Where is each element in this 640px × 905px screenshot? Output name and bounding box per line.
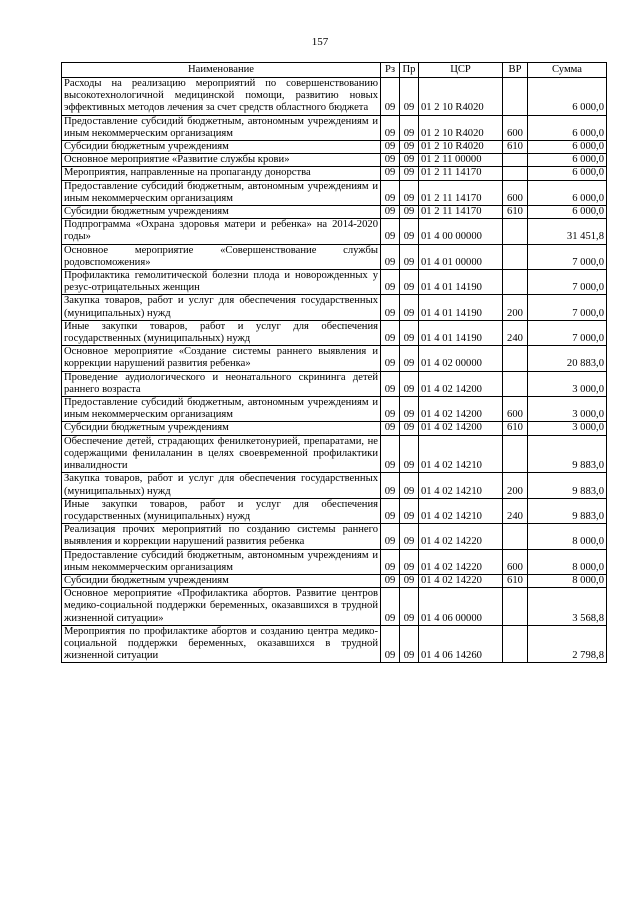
cell-name: Подпрограмма «Охрана здоровья матери и ребенка» на 2014-2020 годы»	[62, 219, 381, 244]
cell-csr: 01 4 01 00000	[419, 244, 503, 269]
cell-csr: 01 4 00 00000	[419, 219, 503, 244]
header-name: Наименование	[62, 63, 381, 78]
cell-vr: 610	[503, 574, 528, 587]
cell-pr: 09	[400, 115, 419, 140]
cell-vr	[503, 219, 528, 244]
cell-csr: 01 4 02 14220	[419, 524, 503, 549]
cell-sum: 6 000,0	[528, 180, 607, 205]
cell-rz: 09	[381, 141, 400, 154]
cell-sum: 9 883,0	[528, 435, 607, 473]
cell-csr: 01 2 10 R4020	[419, 115, 503, 140]
cell-csr: 01 4 06 00000	[419, 588, 503, 626]
cell-rz: 09	[381, 625, 400, 663]
cell-vr	[503, 270, 528, 295]
cell-rz: 09	[381, 219, 400, 244]
cell-pr: 09	[400, 167, 419, 180]
table-body	[62, 78, 607, 663]
cell-vr: 610	[503, 422, 528, 435]
table-row	[62, 115, 607, 140]
cell-name: Субсидии бюджетным учреждениям	[62, 141, 381, 154]
cell-pr: 09	[400, 625, 419, 663]
cell-pr: 09	[400, 346, 419, 371]
cell-csr: 01 4 06 14260	[419, 625, 503, 663]
cell-rz: 09	[381, 473, 400, 498]
cell-name: Обеспечение детей, страдающих фенилкетонурией, препаратами, не содержащими фенилаланин в целях своевременной профилактики инвалидности	[62, 435, 381, 473]
cell-csr: 01 2 10 R4020	[419, 141, 503, 154]
cell-rz: 09	[381, 167, 400, 180]
cell-pr: 09	[400, 270, 419, 295]
cell-vr	[503, 244, 528, 269]
cell-csr: 01 4 02 14220	[419, 574, 503, 587]
cell-vr	[503, 167, 528, 180]
cell-pr: 09	[400, 371, 419, 396]
cell-rz: 09	[381, 549, 400, 574]
cell-csr: 01 4 02 14220	[419, 549, 503, 574]
cell-vr	[503, 371, 528, 396]
table-row	[62, 167, 607, 180]
cell-vr: 200	[503, 295, 528, 320]
cell-vr: 600	[503, 397, 528, 422]
budget-table	[61, 62, 607, 663]
cell-name: Закупка товаров, работ и услуг для обеспечения государственных (муниципальных) нужд	[62, 473, 381, 498]
cell-vr: 610	[503, 206, 528, 219]
cell-rz: 09	[381, 574, 400, 587]
cell-rz: 09	[381, 115, 400, 140]
cell-name: Проведение аудиологического и неонатального скрининга детей раннего возраста	[62, 371, 381, 396]
cell-sum: 6 000,0	[528, 167, 607, 180]
cell-csr: 01 4 02 14210	[419, 435, 503, 473]
cell-pr: 09	[400, 397, 419, 422]
cell-sum: 8 000,0	[528, 549, 607, 574]
cell-vr: 600	[503, 180, 528, 205]
cell-rz: 09	[381, 270, 400, 295]
cell-pr: 09	[400, 206, 419, 219]
table-row	[62, 295, 607, 320]
cell-sum: 3 000,0	[528, 397, 607, 422]
cell-sum: 3 000,0	[528, 371, 607, 396]
cell-name: Предоставление субсидий бюджетным, автономным учреждениям и иным некоммерческим организациям	[62, 180, 381, 205]
cell-name: Предоставление субсидий бюджетным, автономным учреждениям и иным некоммерческим организациям	[62, 549, 381, 574]
cell-pr: 09	[400, 154, 419, 167]
cell-vr	[503, 524, 528, 549]
cell-pr: 09	[400, 295, 419, 320]
cell-csr: 01 2 11 14170	[419, 206, 503, 219]
cell-pr: 09	[400, 549, 419, 574]
cell-sum: 7 000,0	[528, 320, 607, 345]
cell-rz: 09	[381, 397, 400, 422]
cell-rz: 09	[381, 346, 400, 371]
cell-csr: 01 2 10 R4020	[419, 78, 503, 116]
cell-sum: 9 883,0	[528, 473, 607, 498]
cell-csr: 01 4 02 14200	[419, 397, 503, 422]
cell-sum: 6 000,0	[528, 141, 607, 154]
cell-name: Субсидии бюджетным учреждениям	[62, 206, 381, 219]
cell-csr: 01 2 11 14170	[419, 167, 503, 180]
cell-rz: 09	[381, 206, 400, 219]
table-row	[62, 422, 607, 435]
cell-vr: 240	[503, 320, 528, 345]
table-row	[62, 346, 607, 371]
cell-rz: 09	[381, 320, 400, 345]
cell-vr	[503, 435, 528, 473]
table-row	[62, 397, 607, 422]
page-number: 157	[311, 36, 329, 48]
cell-name: Предоставление субсидий бюджетным, автономным учреждениям и иным некоммерческим организациям	[62, 397, 381, 422]
cell-sum: 6 000,0	[528, 115, 607, 140]
table-row	[62, 524, 607, 549]
cell-rz: 09	[381, 154, 400, 167]
cell-name: Реализация прочих мероприятий по созданию системы раннего выявления и коррекции нарушений развития ребенка	[62, 524, 381, 549]
cell-vr	[503, 78, 528, 116]
cell-name: Иные закупки товаров, работ и услуг для обеспечения государственных (муниципальных) нужд	[62, 320, 381, 345]
table-row	[62, 549, 607, 574]
cell-sum: 20 883,0	[528, 346, 607, 371]
cell-name: Субсидии бюджетным учреждениям	[62, 422, 381, 435]
cell-name: Основное мероприятие «Совершенствование службы родовспоможения»	[62, 244, 381, 269]
cell-pr: 09	[400, 498, 419, 523]
cell-csr: 01 4 01 14190	[419, 295, 503, 320]
cell-sum: 8 000,0	[528, 574, 607, 587]
cell-vr	[503, 588, 528, 626]
table-row	[62, 473, 607, 498]
cell-pr: 09	[400, 180, 419, 205]
cell-pr: 09	[400, 588, 419, 626]
table-row	[62, 320, 607, 345]
cell-pr: 09	[400, 422, 419, 435]
cell-csr: 01 4 02 14200	[419, 371, 503, 396]
cell-sum: 7 000,0	[528, 244, 607, 269]
cell-rz: 09	[381, 524, 400, 549]
cell-csr: 01 4 02 14200	[419, 422, 503, 435]
cell-sum: 6 000,0	[528, 78, 607, 116]
table-row	[62, 498, 607, 523]
cell-rz: 09	[381, 371, 400, 396]
cell-rz: 09	[381, 244, 400, 269]
cell-csr: 01 4 02 00000	[419, 346, 503, 371]
cell-vr	[503, 346, 528, 371]
cell-name: Основное мероприятие «Развитие службы крови»	[62, 154, 381, 167]
table-row	[62, 435, 607, 473]
cell-name: Мероприятия, направленные на пропаганду донорства	[62, 167, 381, 180]
cell-pr: 09	[400, 524, 419, 549]
cell-rz: 09	[381, 422, 400, 435]
header-vr: ВР	[503, 63, 528, 78]
cell-name: Основное мероприятие «Профилактика абортов. Развитие центров медико-социальной поддержки беременных, оказавшихся в трудной жизненной ситуации»	[62, 588, 381, 626]
cell-vr: 600	[503, 115, 528, 140]
cell-vr: 240	[503, 498, 528, 523]
cell-pr: 09	[400, 320, 419, 345]
table-row	[62, 180, 607, 205]
cell-rz: 09	[381, 180, 400, 205]
cell-name: Субсидии бюджетным учреждениям	[62, 574, 381, 587]
cell-name: Закупка товаров, работ и услуг для обеспечения государственных (муниципальных) нужд	[62, 295, 381, 320]
cell-rz: 09	[381, 588, 400, 626]
table-row	[62, 219, 607, 244]
cell-pr: 09	[400, 473, 419, 498]
table-row	[62, 625, 607, 663]
header-csr: ЦСР	[419, 63, 503, 78]
cell-rz: 09	[381, 498, 400, 523]
cell-rz: 09	[381, 78, 400, 116]
cell-name: Основное мероприятие «Создание системы раннего выявления и коррекции нарушений развития ребенка»	[62, 346, 381, 371]
table-header-row	[62, 63, 607, 78]
cell-csr: 01 4 01 14190	[419, 320, 503, 345]
cell-pr: 09	[400, 141, 419, 154]
cell-vr: 600	[503, 549, 528, 574]
cell-pr: 09	[400, 78, 419, 116]
cell-csr: 01 4 02 14210	[419, 498, 503, 523]
header-rz: Рз	[381, 63, 400, 78]
cell-rz: 09	[381, 435, 400, 473]
cell-sum: 6 000,0	[528, 154, 607, 167]
cell-csr: 01 4 02 14210	[419, 473, 503, 498]
cell-vr	[503, 154, 528, 167]
header-pr: Пр	[400, 63, 419, 78]
cell-name: Предоставление субсидий бюджетным, автономным учреждениям и иным некоммерческим организациям	[62, 115, 381, 140]
cell-pr: 09	[400, 574, 419, 587]
cell-sum: 3 000,0	[528, 422, 607, 435]
cell-rz: 09	[381, 295, 400, 320]
cell-name: Расходы на реализацию мероприятий по совершенствованию высокотехнологичной медицинской помощи, развитию новых эффективных методов лечения за счет средств областного бюджета	[62, 78, 381, 116]
cell-vr	[503, 625, 528, 663]
table-row	[62, 154, 607, 167]
table-row	[62, 206, 607, 219]
table-row	[62, 244, 607, 269]
header-sum: Сумма	[528, 63, 607, 78]
cell-name: Профилактика гемолитической болезни плода и новорожденных у резус-отрицательных женщин	[62, 270, 381, 295]
cell-sum: 31 451,8	[528, 219, 607, 244]
cell-sum: 3 568,8	[528, 588, 607, 626]
cell-csr: 01 2 11 14170	[419, 180, 503, 205]
table-row	[62, 588, 607, 626]
cell-sum: 6 000,0	[528, 206, 607, 219]
cell-csr: 01 2 11 00000	[419, 154, 503, 167]
cell-vr: 200	[503, 473, 528, 498]
table-row	[62, 270, 607, 295]
cell-pr: 09	[400, 435, 419, 473]
cell-csr: 01 4 01 14190	[419, 270, 503, 295]
table-row	[62, 371, 607, 396]
cell-sum: 9 883,0	[528, 498, 607, 523]
cell-name: Иные закупки товаров, работ и услуг для обеспечения государственных (муниципальных) нужд	[62, 498, 381, 523]
cell-pr: 09	[400, 219, 419, 244]
cell-vr: 610	[503, 141, 528, 154]
cell-sum: 7 000,0	[528, 270, 607, 295]
cell-name: Мероприятия по профилактике абортов и созданию центра медико-социальной поддержки беременных, оказавшихся в трудной жизненной ситуации	[62, 625, 381, 663]
cell-sum: 8 000,0	[528, 524, 607, 549]
table-row	[62, 141, 607, 154]
cell-sum: 7 000,0	[528, 295, 607, 320]
table-row	[62, 78, 607, 116]
table-row	[62, 574, 607, 587]
cell-sum: 2 798,8	[528, 625, 607, 663]
cell-pr: 09	[400, 244, 419, 269]
